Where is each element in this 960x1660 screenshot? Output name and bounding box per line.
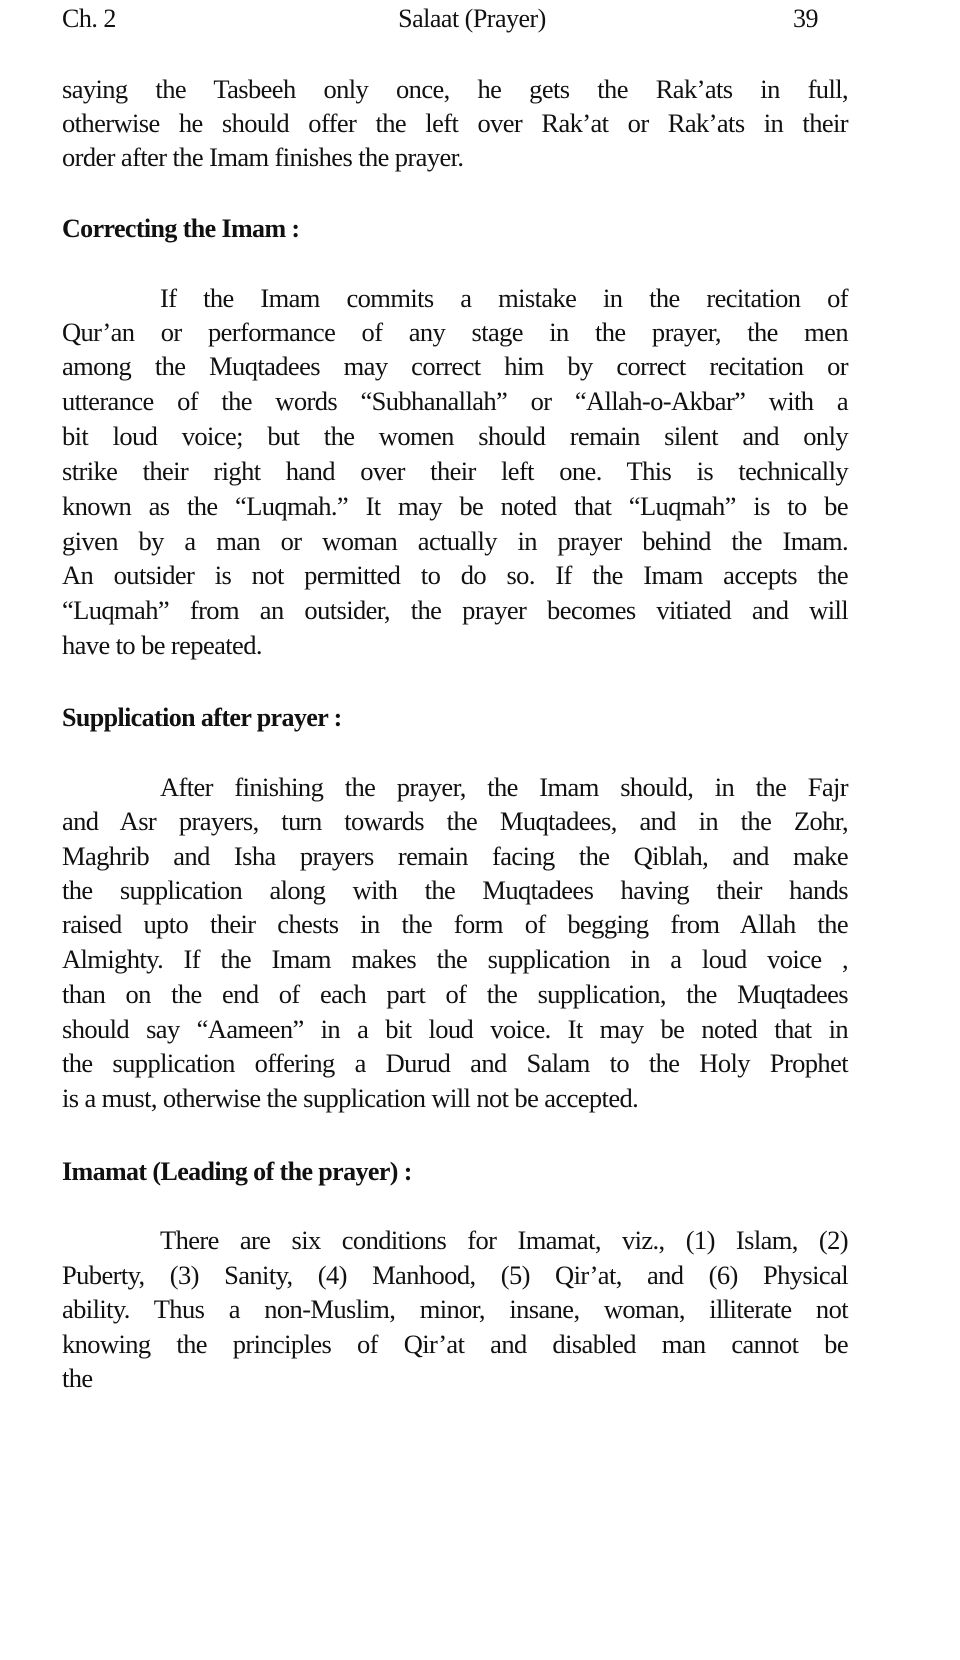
- paragraph-line: bit loud voice; but the women should remain silent and only: [62, 421, 848, 451]
- paragraph-line: known as the “Luqmah.” It may be noted that “Luqmah” is to be: [62, 491, 848, 521]
- paragraph-line: have to be repeated.: [62, 630, 262, 660]
- paragraph-line: than on the end of each part of the supplication, the Muqtadees: [62, 979, 848, 1009]
- paragraph-line: ability. Thus a non-Muslim, minor, insane, woman, illiterate not: [62, 1294, 848, 1324]
- chapter-label: Ch. 2: [62, 4, 116, 33]
- paragraph-line: among the Muqtadees may correct him by correct recitation or: [62, 351, 848, 381]
- paragraph-line: There are six conditions for Imamat, viz., (1) Islam, (2): [160, 1225, 848, 1255]
- page-title: Salaat (Prayer): [398, 4, 546, 33]
- paragraph-line: and Asr prayers, turn towards the Muqtadees, and in the Zohr,: [62, 806, 848, 836]
- paragraph-line: Almighty. If the Imam makes the supplication in a loud voice ,: [62, 944, 848, 974]
- paragraph-line: is a must, otherwise the supplication will not be accepted.: [62, 1083, 639, 1113]
- section-heading-supplication-after-prayer: Supplication after prayer :: [62, 703, 342, 732]
- paragraph-line: If the Imam commits a mistake in the recitation of: [160, 283, 848, 313]
- paragraph-line: utterance of the words “Subhanallah” or “Allah-o-Akbar” with a: [62, 386, 848, 416]
- page-number: 39: [793, 4, 818, 33]
- paragraph-line: “Luqmah” from an outsider, the prayer becomes vitiated and will: [62, 595, 848, 625]
- paragraph-line: should say “Aameen” in a bit loud voice. It may be noted that in: [62, 1014, 848, 1044]
- paragraph-line: Qur’an or performance of any stage in the prayer, the men: [62, 317, 848, 347]
- paragraph-line: saying the Tasbeeh only once, he gets the Rak’ats in full,: [62, 74, 848, 104]
- paragraph-line: strike their right hand over their left one. This is technically: [62, 456, 848, 486]
- paragraph-line: the supplication offering a Durud and Salam to the Holy Prophet: [62, 1048, 848, 1078]
- section-heading-imamat: Imamat (Leading of the prayer) :: [62, 1157, 412, 1186]
- paragraph-line: order after the Imam finishes the prayer.: [62, 142, 464, 172]
- paragraph-line: After finishing the prayer, the Imam should, in the Fajr: [160, 772, 848, 802]
- section-heading-correcting-the-imam: Correcting the Imam :: [62, 214, 300, 243]
- paragraph-line: the supplication along with the Muqtadees having their hands: [62, 875, 848, 905]
- paragraph-line: An outsider is not permitted to do so. If the Imam accepts the: [62, 560, 848, 590]
- paragraph-line: the: [62, 1363, 93, 1393]
- running-header: [62, 4, 848, 40]
- paragraph-line: otherwise he should offer the left over Rak’at or Rak’ats in their: [62, 108, 848, 138]
- paragraph-line: knowing the principles of Qir’at and disabled man cannot be: [62, 1329, 848, 1359]
- paragraph-line: given by a man or woman actually in prayer behind the Imam.: [62, 526, 848, 556]
- paragraph-line: Puberty, (3) Sanity, (4) Manhood, (5) Qir’at, and (6) Physical: [62, 1260, 848, 1290]
- paragraph-line: Maghrib and Isha prayers remain facing the Qiblah, and make: [62, 841, 848, 871]
- paragraph-line: raised upto their chests in the form of begging from Allah the: [62, 909, 848, 939]
